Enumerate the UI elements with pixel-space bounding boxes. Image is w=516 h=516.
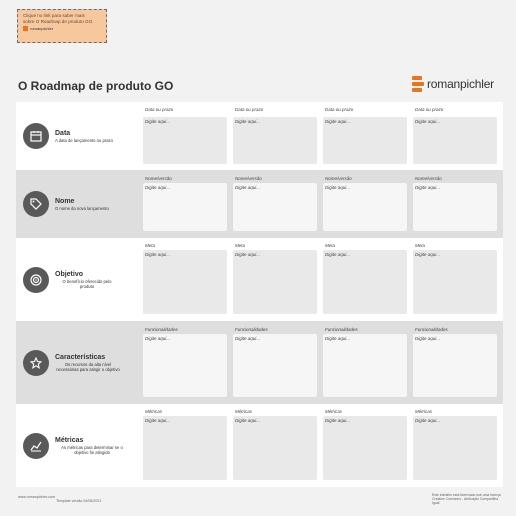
row-nome bbox=[16, 171, 503, 238]
cell-label: Nome/versão bbox=[415, 176, 442, 181]
target-icon bbox=[23, 267, 49, 293]
row-caracteristicas bbox=[16, 322, 503, 404]
cell-input[interactable] bbox=[413, 416, 497, 480]
row-title: Métricas bbox=[55, 436, 84, 444]
cell-input[interactable] bbox=[413, 334, 497, 397]
cell-placeholder: Digite aqui... bbox=[145, 119, 171, 124]
roadmap-cell bbox=[233, 322, 317, 403]
roadmap-board bbox=[16, 102, 503, 487]
cell-label: Meta bbox=[145, 243, 156, 248]
cell-input[interactable] bbox=[143, 416, 227, 480]
cell-input[interactable] bbox=[323, 250, 407, 314]
sticky-brand bbox=[23, 26, 101, 31]
cell-label: Métricas bbox=[325, 409, 343, 414]
roadmap-cell bbox=[143, 404, 227, 487]
row-description: O benefício oferecido pelo produto bbox=[62, 278, 112, 289]
page-title: O Roadmap de produto GO bbox=[18, 79, 174, 93]
row-title: Nome bbox=[55, 197, 75, 205]
cell-label: Data ou prazo bbox=[145, 107, 174, 112]
roadmap-cell bbox=[413, 238, 497, 321]
cell-label: Métricas bbox=[235, 409, 253, 414]
cell-input[interactable] bbox=[323, 334, 407, 397]
cell-placeholder: Digite aqui... bbox=[325, 185, 351, 190]
row-header bbox=[16, 404, 141, 487]
cell-label: Funcionalidades bbox=[415, 327, 448, 332]
brand-name: romanpichler bbox=[427, 77, 494, 91]
cell-input[interactable] bbox=[233, 416, 317, 480]
roadmap-cell bbox=[233, 171, 317, 237]
cell-input[interactable] bbox=[233, 183, 317, 231]
cell-input[interactable] bbox=[143, 183, 227, 231]
cell-input[interactable] bbox=[413, 183, 497, 231]
footer-url[interactable]: www.romanpichler.com bbox=[18, 495, 55, 499]
roadmap-cell bbox=[143, 322, 227, 403]
roadmap-cell bbox=[413, 171, 497, 237]
cell-placeholder: Digite aqui... bbox=[235, 418, 261, 423]
cell-label: Data ou prazo bbox=[235, 107, 264, 112]
roadmap-cell bbox=[143, 171, 227, 237]
roadmap-cell bbox=[233, 102, 317, 170]
cell-input[interactable] bbox=[323, 416, 407, 480]
cell-input[interactable] bbox=[413, 250, 497, 314]
row-objetivo bbox=[16, 238, 503, 322]
cell-placeholder: Digite aqui... bbox=[325, 252, 351, 257]
cell-placeholder: Digite aqui... bbox=[415, 185, 441, 190]
cell-label: Funcionalidades bbox=[325, 327, 358, 332]
row-title: Data bbox=[55, 129, 71, 137]
row-description: O nome da nova lançamento bbox=[55, 205, 109, 211]
roadmap-cell bbox=[413, 102, 497, 170]
footer-version: Template versão 04/05/2021 bbox=[56, 499, 102, 503]
info-sticky-note[interactable] bbox=[17, 9, 107, 43]
roadmap-cell bbox=[323, 322, 407, 403]
row-data bbox=[16, 102, 503, 171]
roadmap-cell bbox=[143, 238, 227, 321]
cell-placeholder: Digite aqui... bbox=[325, 119, 351, 124]
brand-logo bbox=[412, 76, 494, 92]
row-description: Os recursos da alta nível necessárias para atingir o objetivo bbox=[56, 361, 120, 372]
tag-icon bbox=[23, 191, 49, 217]
calendar-icon bbox=[23, 123, 49, 149]
cell-placeholder: Digite aqui... bbox=[145, 336, 171, 341]
cell-placeholder: Digite aqui... bbox=[145, 252, 171, 257]
cell-label: Métricas bbox=[415, 409, 433, 414]
cell-placeholder: Digite aqui... bbox=[415, 252, 441, 257]
cell-placeholder: Digite aqui... bbox=[415, 418, 441, 423]
cell-input[interactable] bbox=[143, 117, 227, 164]
row-header bbox=[16, 322, 141, 403]
row-title: Objetivo bbox=[55, 270, 84, 278]
cell-placeholder: Digite aqui... bbox=[235, 336, 261, 341]
roadmap-cell bbox=[413, 404, 497, 487]
row-header bbox=[16, 171, 141, 237]
row-header bbox=[16, 238, 141, 321]
roadmap-cell bbox=[413, 322, 497, 403]
cell-input[interactable] bbox=[143, 250, 227, 314]
cell-label: Funcionalidades bbox=[145, 327, 178, 332]
row-metricas bbox=[16, 404, 503, 487]
cell-label: Nome/versão bbox=[235, 176, 262, 181]
cell-input[interactable] bbox=[233, 250, 317, 314]
cell-placeholder: Digite aqui... bbox=[415, 119, 441, 124]
cell-placeholder: Digite aqui... bbox=[415, 336, 441, 341]
cell-input[interactable] bbox=[413, 117, 497, 164]
row-description: As métricas para determinar se o objetivo foi atingido bbox=[61, 444, 123, 455]
cell-label: Meta bbox=[325, 243, 336, 248]
roadmap-cell bbox=[323, 238, 407, 321]
cell-label: Meta bbox=[235, 243, 246, 248]
cell-input[interactable] bbox=[233, 117, 317, 164]
cell-input[interactable] bbox=[233, 334, 317, 397]
romanpichler-logo-icon bbox=[23, 26, 28, 31]
footer-license: Este trabalho está licenciado sob uma licença Creative Commons - Atribuição Compartilha Igual bbox=[432, 493, 501, 505]
star-icon bbox=[23, 350, 49, 376]
cell-label: Meta bbox=[415, 243, 426, 248]
cell-placeholder: Digite aqui... bbox=[145, 185, 171, 190]
cell-placeholder: Digite aqui... bbox=[235, 185, 261, 190]
row-title: Características bbox=[55, 353, 106, 361]
cell-input[interactable] bbox=[323, 117, 407, 164]
cell-label: Funcionalidades bbox=[235, 327, 268, 332]
cell-placeholder: Digite aqui... bbox=[325, 336, 351, 341]
roadmap-cell bbox=[323, 171, 407, 237]
roadmap-cell bbox=[233, 404, 317, 487]
cell-label: Nome/versão bbox=[325, 176, 352, 181]
cell-input[interactable] bbox=[143, 334, 227, 397]
chart-icon bbox=[23, 433, 49, 459]
brand-mark-icon bbox=[412, 76, 424, 92]
cell-placeholder: Digite aqui... bbox=[235, 252, 261, 257]
roadmap-cell bbox=[323, 404, 407, 487]
cell-label: Nome/versão bbox=[145, 176, 172, 181]
cell-label: Métricas bbox=[145, 409, 163, 414]
cell-placeholder: Digite aqui... bbox=[145, 418, 171, 423]
roadmap-cell bbox=[143, 102, 227, 170]
row-description: A data de lançamento ou prazo bbox=[55, 137, 113, 143]
cell-placeholder: Digite aqui... bbox=[325, 418, 351, 423]
sticky-brand-name: romanpichler bbox=[30, 26, 54, 32]
roadmap-cell bbox=[233, 238, 317, 321]
cell-placeholder: Digite aqui... bbox=[235, 119, 261, 124]
cell-input[interactable] bbox=[323, 183, 407, 231]
cell-label: Data ou prazo bbox=[415, 107, 444, 112]
cell-label: Data ou prazo bbox=[325, 107, 354, 112]
row-header bbox=[16, 102, 141, 170]
sticky-note-text: Clique no link para saber mais sobre O Roadmap de produto GO. bbox=[23, 13, 94, 24]
roadmap-cell bbox=[323, 102, 407, 170]
